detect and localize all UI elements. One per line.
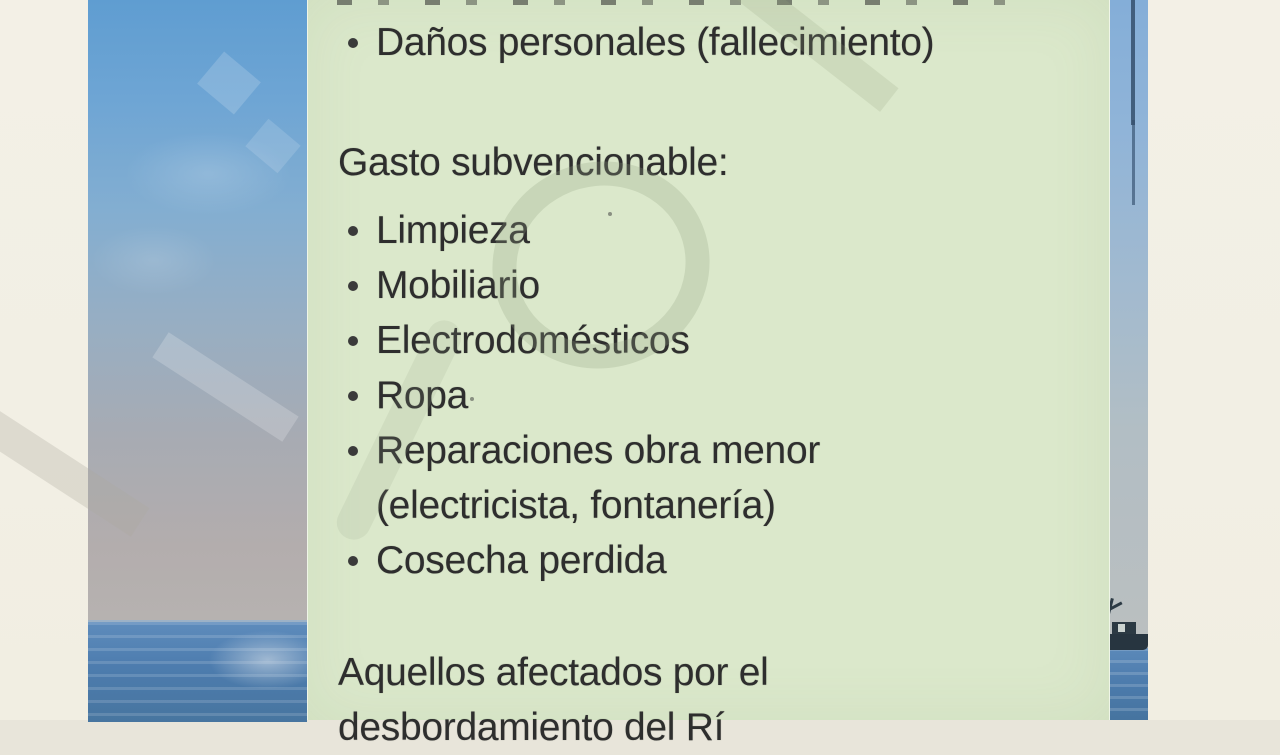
- bullet-icon: [348, 226, 358, 236]
- message-line: [308, 533, 1109, 588]
- clipped-text-top: [337, 0, 1013, 5]
- bullet-icon: [348, 281, 358, 291]
- line-gap: [308, 70, 1109, 135]
- message-bubble: [307, 0, 1110, 749]
- message-line-text: Electrodomésticos: [376, 319, 690, 362]
- message-line-text: (electricista, fontanería): [376, 484, 776, 527]
- message-line-text: Aquellos afectados por el: [338, 651, 769, 694]
- message-line-text: desbordamiento del Rí: [338, 706, 725, 749]
- message-lines: [308, 0, 1109, 749]
- message-line-text: Gasto subvencionable:: [338, 141, 729, 184]
- message-line: [308, 700, 1109, 755]
- message-line: [308, 368, 1109, 423]
- message-line-text: Ropa: [376, 374, 469, 417]
- line-gap: [308, 588, 1109, 645]
- message-line: [308, 423, 1109, 478]
- message-line-text: Reparaciones obra menor: [376, 429, 821, 472]
- sea: [88, 620, 307, 722]
- message-line-text: Daños personales (fallecimiento): [376, 21, 935, 64]
- message-line: [308, 645, 1109, 700]
- sky: [88, 0, 307, 620]
- scan-noise-speck: [608, 212, 612, 216]
- bullet-icon: [348, 556, 358, 566]
- message-line-text: Limpieza: [376, 209, 530, 252]
- message-line: [308, 135, 1109, 190]
- antenna-line-icon: [1131, 0, 1135, 125]
- antenna-line-tail: [1132, 120, 1135, 205]
- message-line-text: Mobiliario: [376, 264, 540, 307]
- message-line: [308, 15, 1109, 70]
- sea-photo-left: [88, 0, 307, 720]
- message-line: [308, 313, 1109, 368]
- bullet-icon: [348, 38, 358, 48]
- scan-noise-speck: [470, 397, 474, 401]
- bullet-icon: [348, 336, 358, 346]
- message-line: [308, 258, 1109, 313]
- line-gap: [308, 190, 1109, 203]
- bullet-icon: [348, 446, 358, 456]
- sea: [1108, 648, 1148, 720]
- bullet-icon: [348, 391, 358, 401]
- message-line: [308, 203, 1109, 258]
- message-line-text: Cosecha perdida: [376, 539, 667, 582]
- message-line: [308, 478, 1109, 533]
